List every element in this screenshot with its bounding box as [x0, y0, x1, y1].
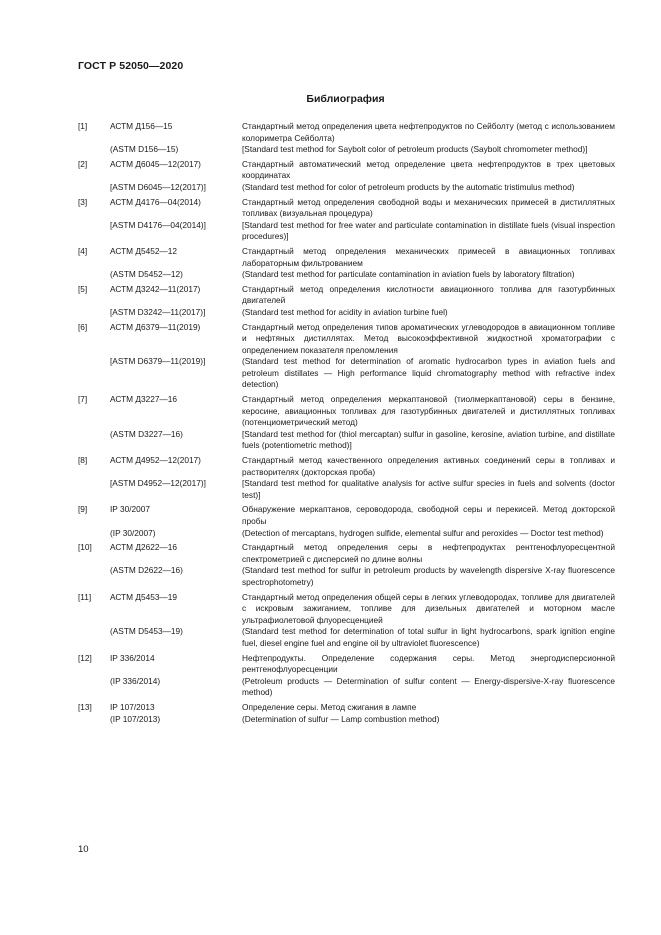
- entry-row-russian: [78, 702, 615, 714]
- bibliography-entry: [78, 121, 615, 156]
- entry-row-russian: [78, 394, 615, 429]
- entry-number: [78, 565, 110, 588]
- entry-number: [78, 429, 110, 452]
- page-number: 10: [78, 844, 89, 855]
- bibliography-entry: [78, 284, 615, 319]
- entry-code: IP 30/2007: [110, 504, 150, 515]
- entry-number: [5]: [78, 283, 88, 294]
- entry-description: (Standard test method for acidity in aviation turbine fuel): [242, 306, 448, 317]
- entry-code: [ASTM D6379—11(2019)]: [110, 356, 206, 367]
- entry-row-original: [78, 478, 615, 501]
- entry-number: [78, 714, 110, 726]
- entry-row-original: [78, 528, 615, 540]
- entry-code: АСТМ Д5453—19: [110, 591, 177, 602]
- bibliography-entry: [78, 702, 615, 725]
- entry-description: (Standard test method for determination of total sulfur in light hydrocarbons, spark ignition engine fuel, diesel engine fuel and engine oil by ultraviolet fluorescence): [242, 626, 615, 648]
- entry-description: (Petroleum products — Determination of sulfur content — Energy-dispersive-X-ray fluorescence method): [242, 675, 615, 698]
- entry-code: [ASTM D4952—12(2017)]: [110, 478, 206, 489]
- entry-description: Стандартный метод определения общей серы в легких углеводородах, топливе для двигателей с искровым зажиганием, топливе для дизельных двигателей и моторном масле ультрафиолетовой флуоресценцией: [242, 591, 615, 625]
- bibliography-entry: [78, 504, 615, 539]
- entry-number: [78, 676, 110, 699]
- entry-description: [Standard test method for free water and particulate contamination in distillate fuels (visual inspection procedures)]: [242, 219, 615, 242]
- entry-row-original: [78, 429, 615, 452]
- entry-code: (ASTM D5452—12): [110, 269, 183, 280]
- entry-code: АСТМ Д6379—11(2019): [110, 321, 201, 332]
- entry-row-original: [78, 307, 615, 319]
- entry-code: (ASTM D3227—16): [110, 428, 183, 439]
- entry-description: (Standard test method for sulfur in petroleum products by wavelength dispersive X-ray fluorescence spectrophotometry): [242, 565, 615, 587]
- entry-row-russian: [78, 121, 615, 144]
- entry-code: [ASTM D4176—04(2014)]: [110, 219, 206, 230]
- entry-row-russian: [78, 284, 615, 307]
- entry-number: [6]: [78, 321, 88, 332]
- entry-description: Стандартный метод определения цвета нефтепродуктов по Сейболту (метод с использованием колориметра Сейболта): [242, 121, 615, 143]
- entry-number: [78, 356, 110, 391]
- entry-code: IP 107/2013: [110, 701, 155, 712]
- entry-number: [78, 269, 110, 281]
- entry-number: [78, 478, 110, 501]
- entry-description: Стандартный метод определения серы в нефтепродуктах рентгенофлуоресцентной спектрометрией с дисперсией по длине волны: [242, 542, 615, 564]
- bibliography-entry: [78, 159, 615, 194]
- entry-row-original: [78, 565, 615, 588]
- bibliography-entry: [78, 197, 615, 243]
- bibliography-entry: [78, 592, 615, 650]
- entry-description: Стандартный метод качественного определения активных соединений серы в топливах и растворителях (докторская проба): [242, 455, 615, 477]
- entry-description: [Standard test method for qualitative analysis for active sulfur species in fuels and solvents (doctor test)]: [242, 478, 615, 500]
- entry-row-russian: [78, 592, 615, 627]
- entry-number: [3]: [78, 196, 88, 207]
- entry-number: [2]: [78, 158, 88, 169]
- bibliography-entry: [78, 542, 615, 588]
- entry-code: (ASTM D5453—19): [110, 626, 183, 637]
- entry-number: [9]: [78, 504, 88, 515]
- bibliography-title: Библиография: [306, 93, 385, 105]
- entry-code: (IP 107/2013): [110, 713, 161, 724]
- entry-description: Обнаружение меркаптанов, сероводорода, свободной серы и перекисей. Метод докторской пробы: [242, 504, 615, 526]
- entry-number: [10]: [78, 542, 92, 553]
- entry-number: [1]: [78, 121, 88, 131]
- entry-row-original: [78, 626, 615, 649]
- entry-row-original: [78, 269, 615, 281]
- entry-row-original: [78, 220, 615, 243]
- entry-number: [11]: [78, 591, 92, 602]
- entry-description: Стандартный автоматический метод определение цвета нефтепродуктов в трех цветовых координатах: [242, 158, 615, 181]
- entry-description: Стандартный метод определения меркаптановой (тиолмеркаптановой) серы в бензине, керосине, авиационных топливах для газотурбинных двигателей и дистиллятных топливах (потенциометрический метод): [242, 394, 615, 428]
- entry-description: (Standard test method for color of petroleum products by the automatic tristimulus method): [242, 181, 575, 192]
- entry-row-russian: [78, 197, 615, 220]
- entry-description: Определение серы. Метод сжигания в лампе: [242, 701, 417, 712]
- entry-row-russian: [78, 455, 615, 478]
- entry-number: [78, 626, 110, 649]
- entry-number: [13]: [78, 701, 92, 712]
- bibliography-list: [78, 121, 615, 728]
- entry-number: [7]: [78, 394, 88, 405]
- entry-row-russian: [78, 653, 615, 676]
- entry-row-original: [78, 182, 615, 194]
- entry-code: АСТМ Д2622—16: [110, 542, 177, 553]
- entry-code: АСТМ Д5452—12: [110, 245, 177, 256]
- bibliography-entry: [78, 394, 615, 452]
- bibliography-entry: [78, 653, 615, 699]
- entry-row-russian: [78, 159, 615, 182]
- entry-number: [78, 220, 110, 243]
- entry-number: [78, 528, 110, 540]
- entry-code: АСТМ Д156—15: [110, 121, 173, 131]
- entry-description: Стандартный метод определения свободной воды и механических примесей в дистиллятных топливах (визуальная процедура): [242, 196, 615, 219]
- entry-code: IP 336/2014: [110, 652, 155, 663]
- entry-number: [78, 307, 110, 319]
- entry-description: [Standard test method for (thiol mercaptan) sulfur in gasoline, kerosine, aviation turbine, and distillate fuels (potentiometric method)]: [242, 428, 615, 451]
- entry-code: (ASTM D2622—16): [110, 565, 183, 576]
- entry-row-russian: [78, 504, 615, 527]
- bibliography-entry: [78, 455, 615, 501]
- entry-description: Стандартный метод определения кислотности авиационного топлива для газотурбинных двигателей: [242, 283, 615, 306]
- entry-description: (Determination of sulfur — Lamp combustion method): [242, 713, 440, 724]
- entry-number: [12]: [78, 652, 92, 663]
- entry-row-original: [78, 144, 615, 156]
- entry-row-original: [78, 676, 615, 699]
- entry-description: (Detection of mercaptans, hydrogen sulfide, elemental sulfur and peroxides — Doctor test method): [242, 527, 604, 538]
- entry-number: [4]: [78, 245, 88, 256]
- entry-code: АСТМ Д3242—11(2017): [110, 283, 201, 294]
- entry-number: [8]: [78, 455, 88, 466]
- bibliography-entry: [78, 246, 615, 281]
- bibliography-entry: [78, 322, 615, 392]
- standard-header: ГОСТ Р 52050—2020: [78, 60, 184, 72]
- entry-row-original: [78, 356, 615, 391]
- entry-row-russian: [78, 322, 615, 357]
- entry-code: АСТМ Д4952—12(2017): [110, 455, 201, 466]
- entry-row-russian: [78, 542, 615, 565]
- entry-code: [ASTM D3242—11(2017)]: [110, 306, 206, 317]
- entry-code: АСТМ Д3227—16: [110, 394, 177, 405]
- entry-code: АСТМ Д4176—04(2014): [110, 196, 201, 207]
- entry-code: (IP 30/2007): [110, 527, 156, 538]
- entry-code: АСТМ Д6045—12(2017): [110, 158, 201, 169]
- entry-description: [Standard test method for Saybolt color of petroleum products (Saybolt chromometer method)]: [242, 144, 588, 155]
- entry-row-russian: [78, 246, 615, 269]
- entry-row-original: [78, 714, 615, 726]
- entry-code: (IP 336/2014): [110, 675, 161, 686]
- entry-description: (Standard test method for determination of aromatic hydrocarbon types in aviation fuels and petroleum distillates — High performance liquid chromatography method with refractive index detection): [242, 356, 615, 390]
- entry-number: [78, 182, 110, 194]
- entry-description: (Standard test method for particulate contamination in aviation fuels by laboratory filtration): [242, 269, 575, 280]
- entry-description: Нефтепродукты. Определение содержания серы. Метод энергодисперсионной рентгенофлуоресценции: [242, 652, 615, 675]
- entry-code: [ASTM D6045—12(2017)]: [110, 181, 206, 192]
- entry-description: Стандартный метод определения механических примесей в авиационных топливах лабораторным фильтрованием: [242, 245, 615, 268]
- entry-code: (ASTM D156—15): [110, 144, 179, 155]
- entry-description: Стандартный метод определения типов ароматических углеводородов в авиационном топливе и нефтяных дистиллятах. Метод высокоэффективной жидкостной хроматографии с определением показателя преломления: [242, 321, 615, 355]
- entry-number: [78, 144, 110, 156]
